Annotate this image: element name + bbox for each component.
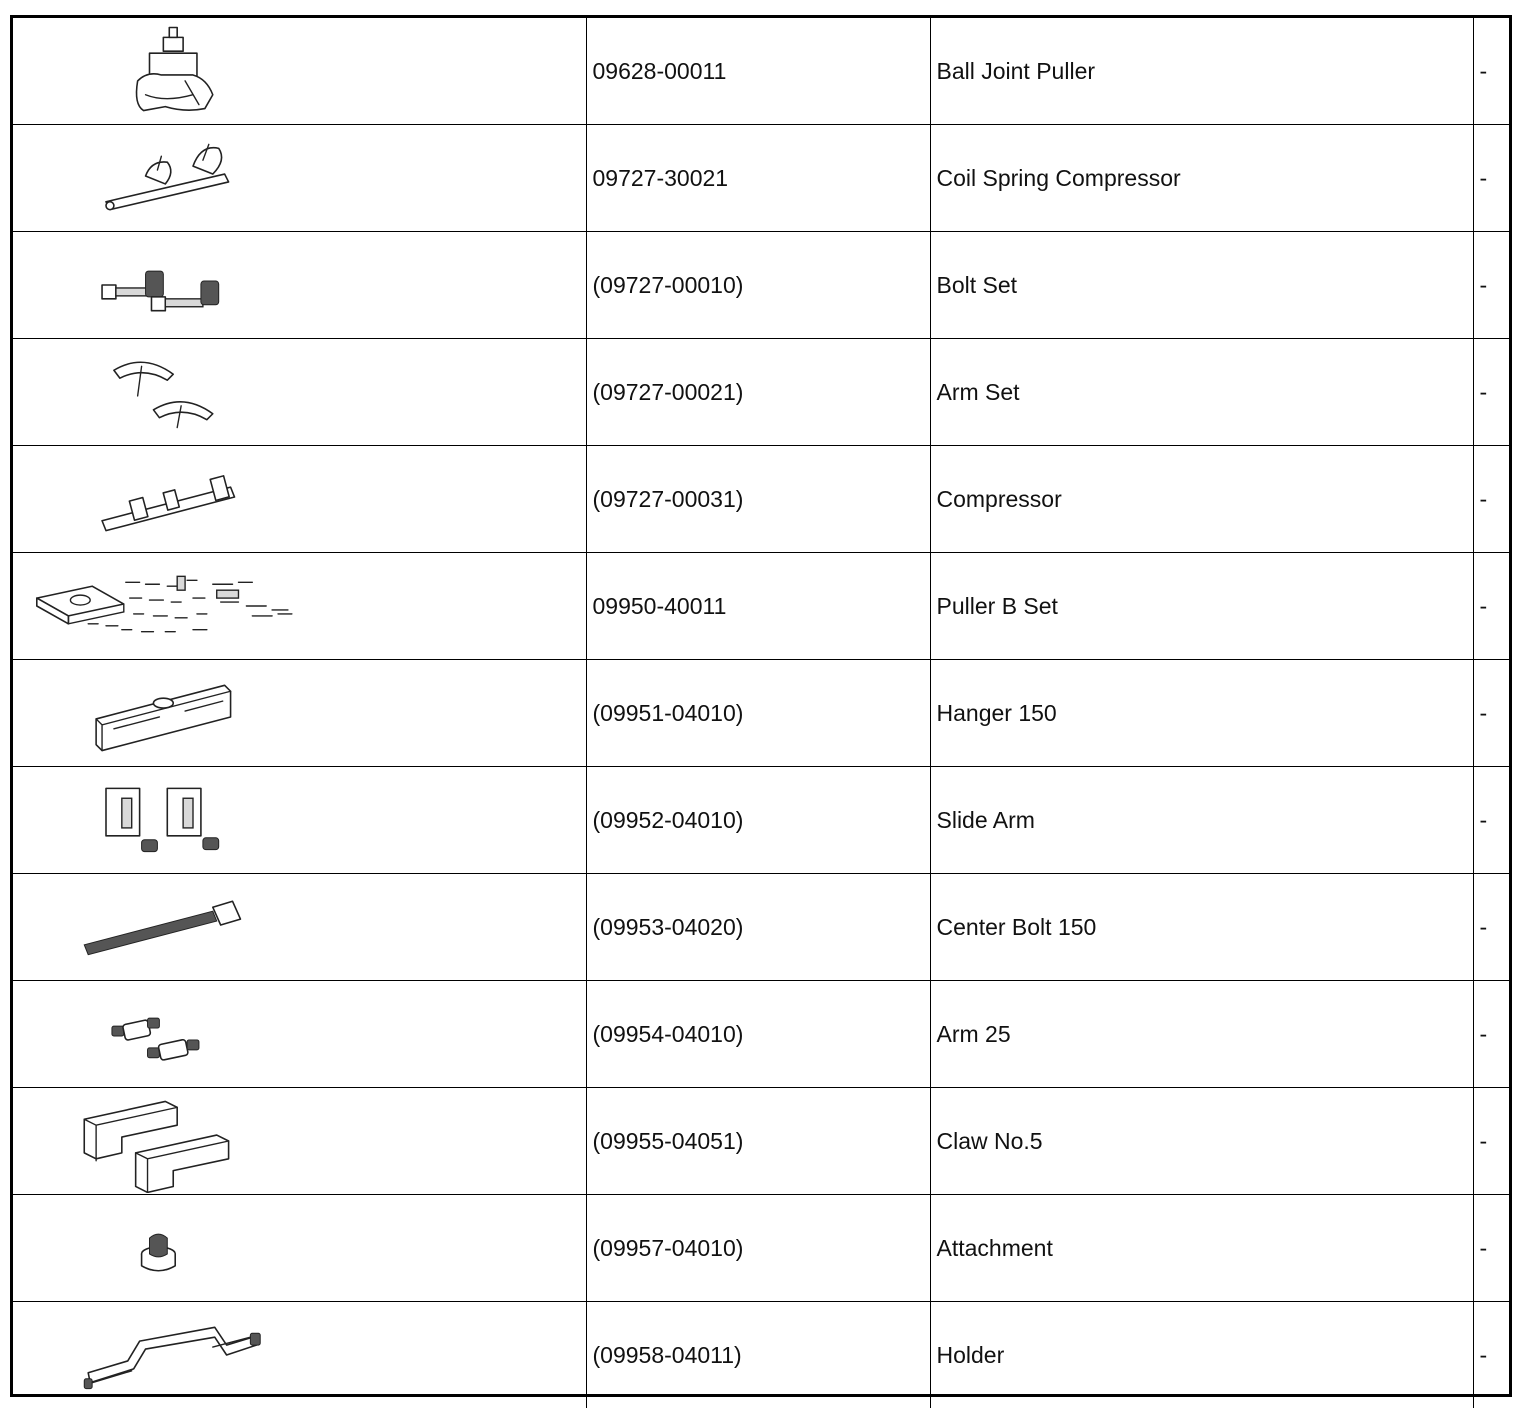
remark: - (1473, 232, 1509, 339)
illustration-cell (13, 874, 586, 981)
tool-name: Arm Set (930, 339, 1473, 446)
part-number: 09727-30021 (586, 125, 930, 232)
tool-name: Compressor (930, 446, 1473, 553)
bolt-set-icon (19, 233, 586, 337)
part-number: (09955-04051) (586, 1088, 930, 1195)
illustration-cell (13, 446, 586, 553)
part-number: (09954-04010) (586, 981, 930, 1088)
tool-name: Claw No.5 (930, 1088, 1473, 1195)
coil-spring-compressor-icon (19, 126, 586, 230)
table-row (13, 1088, 1509, 1195)
tool-table-frame (10, 15, 1512, 1397)
illustration-cell (13, 339, 586, 446)
table-row (13, 232, 1509, 339)
remark: - (1473, 767, 1509, 874)
part-number: (09951-04010) (586, 660, 930, 767)
table-row (13, 1302, 1509, 1408)
remark: - (1473, 446, 1509, 553)
illustration-cell (13, 125, 586, 232)
table-row (13, 18, 1509, 125)
table-row (13, 981, 1509, 1088)
tool-name: Center Bolt 150 (930, 874, 1473, 981)
part-number: 09628-00011 (586, 18, 930, 125)
illustration-cell (13, 553, 586, 660)
part-number: (09727-00010) (586, 232, 930, 339)
illustration-cell (13, 1088, 586, 1195)
tool-name: Arm 25 (930, 981, 1473, 1088)
holder-icon (19, 1303, 586, 1407)
remark: - (1473, 1195, 1509, 1302)
part-number: (09727-00021) (586, 339, 930, 446)
table-row (13, 553, 1509, 660)
illustration-cell (13, 18, 586, 125)
arm-set-icon (19, 340, 586, 444)
hanger-icon (19, 661, 586, 765)
arm-25-icon (19, 982, 586, 1086)
slide-arm-icon (19, 768, 586, 872)
tool-name: Slide Arm (930, 767, 1473, 874)
remark: - (1473, 660, 1509, 767)
illustration-cell (13, 767, 586, 874)
tool-name: Attachment (930, 1195, 1473, 1302)
remark: - (1473, 981, 1509, 1088)
tool-name: Holder (930, 1302, 1473, 1408)
special-tools-table (13, 18, 1509, 1408)
table-row (13, 125, 1509, 232)
attachment-icon (19, 1196, 586, 1300)
puller-b-set-icon (19, 554, 586, 658)
remark: - (1473, 874, 1509, 981)
part-number: (09957-04010) (586, 1195, 930, 1302)
illustration-cell (13, 660, 586, 767)
remark: - (1473, 125, 1509, 232)
part-number: (09958-04011) (586, 1302, 930, 1408)
part-number: (09952-04010) (586, 767, 930, 874)
tool-name: Bolt Set (930, 232, 1473, 339)
claw-icon (19, 1089, 586, 1193)
illustration-cell (13, 1195, 586, 1302)
remark: - (1473, 1088, 1509, 1195)
illustration-cell (13, 232, 586, 339)
tool-name: Ball Joint Puller (930, 18, 1473, 125)
remark: - (1473, 553, 1509, 660)
table-row (13, 1195, 1509, 1302)
compressor-icon (19, 447, 586, 551)
remark: - (1473, 1302, 1509, 1408)
part-number: 09950-40011 (586, 553, 930, 660)
table-row (13, 446, 1509, 553)
table-row (13, 660, 1509, 767)
remark: - (1473, 18, 1509, 125)
part-number: (09953-04020) (586, 874, 930, 981)
tool-name: Puller B Set (930, 553, 1473, 660)
illustration-cell (13, 1302, 586, 1408)
table-row (13, 874, 1509, 981)
table-row (13, 767, 1509, 874)
illustration-cell (13, 981, 586, 1088)
ball-joint-puller-icon (19, 19, 586, 123)
tool-name: Coil Spring Compressor (930, 125, 1473, 232)
center-bolt-icon (19, 875, 586, 979)
table-row (13, 339, 1509, 446)
tool-name: Hanger 150 (930, 660, 1473, 767)
part-number: (09727-00031) (586, 446, 930, 553)
remark: - (1473, 339, 1509, 446)
